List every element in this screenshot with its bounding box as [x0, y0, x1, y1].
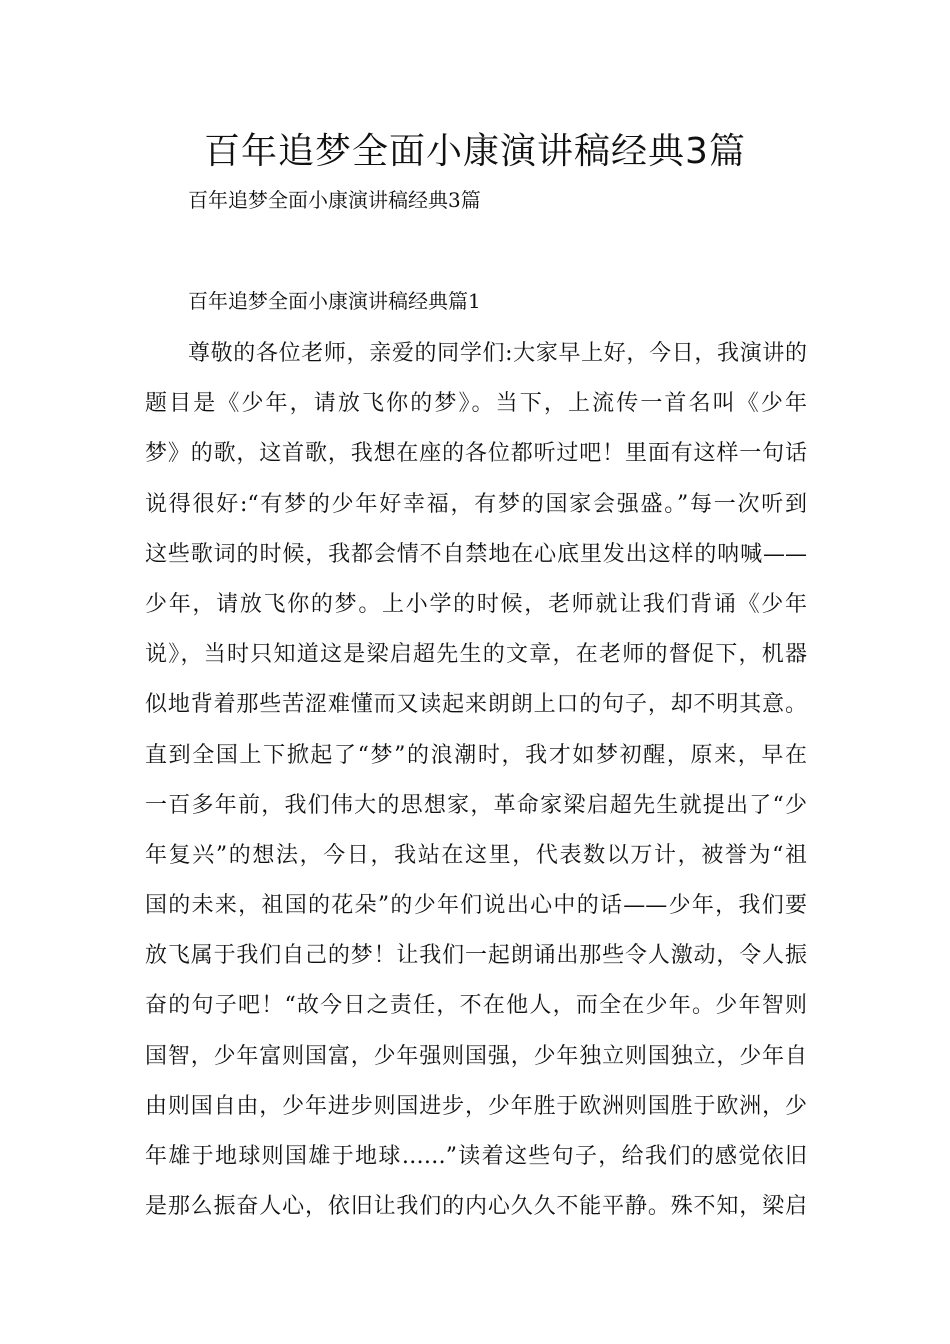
body-line: 直到全国上下掀起了“梦”的浪潮时，我才如梦初醒，原来，早在 — [145, 742, 807, 768]
body-line: 放飞属于我们自己的梦！让我们一起朗诵出那些令人激动，令人振 — [145, 943, 807, 969]
body-line: 少年，请放飞你的梦。上小学的时候，老师就让我们背诵《少年 — [145, 591, 807, 617]
body-line: 国智，少年富则国富，少年强则国强，少年独立则国独立，少年自 — [145, 1043, 807, 1069]
body-line: 这些歌词的时候，我都会情不自禁地在心底里发出这样的呐喊—— — [145, 541, 807, 567]
body-line: 似地背着那些苦涩难懂而又读起来朗朗上口的句子，却不明其意。 — [145, 692, 807, 718]
body-line: 由则国自由，少年进步则国进步，少年胜于欧洲则国胜于欧洲，少 — [145, 1093, 807, 1119]
body-paragraph — [145, 329, 807, 1232]
document-subtitle: 百年追梦全面小康演讲稿经典3篇 — [188, 188, 481, 212]
document-title: 百年追梦全面小康演讲稿经典3篇 — [204, 131, 746, 172]
body-line: 是那么振奋人心，依旧让我们的内心久久不能平静。殊不知，梁启 — [145, 1194, 807, 1220]
body-line: 尊敬的各位老师，亲爱的同学们:大家早上好，今日，我演讲的 — [188, 341, 807, 366]
body-line: 梦》的歌，这首歌，我想在座的各位都听过吧！里面有这样一句话 — [145, 441, 807, 467]
body-line: 一百多年前，我们伟大的思想家，革命家梁启超先生就提出了“少 — [145, 792, 807, 818]
body-line: 题目是《少年，请放飞你的梦》。当下，上流传一首名叫《少年 — [145, 391, 807, 417]
body-line: 说》，当时只知道这是梁启超先生的文章，在老师的督促下，机器 — [145, 642, 807, 668]
body-line: 说得很好:“有梦的少年好幸福，有梦的国家会强盛。”每一次听到 — [145, 491, 807, 517]
body-line: 年复兴”的想法，今日，我站在这里，代表数以万计，被誉为“祖 — [145, 842, 807, 868]
section-heading: 百年追梦全面小康演讲稿经典篇1 — [188, 289, 481, 313]
body-line: 奋的句子吧！“故今日之责任，不在他人，而全在少年。少年智则 — [145, 993, 807, 1019]
body-line: 年雄于地球则国雄于地球……”读着这些句子，给我们的感觉依旧 — [145, 1144, 807, 1169]
body-line: 国的未来，祖国的花朵”的少年们说出心中的话——少年，我们要 — [145, 893, 807, 919]
